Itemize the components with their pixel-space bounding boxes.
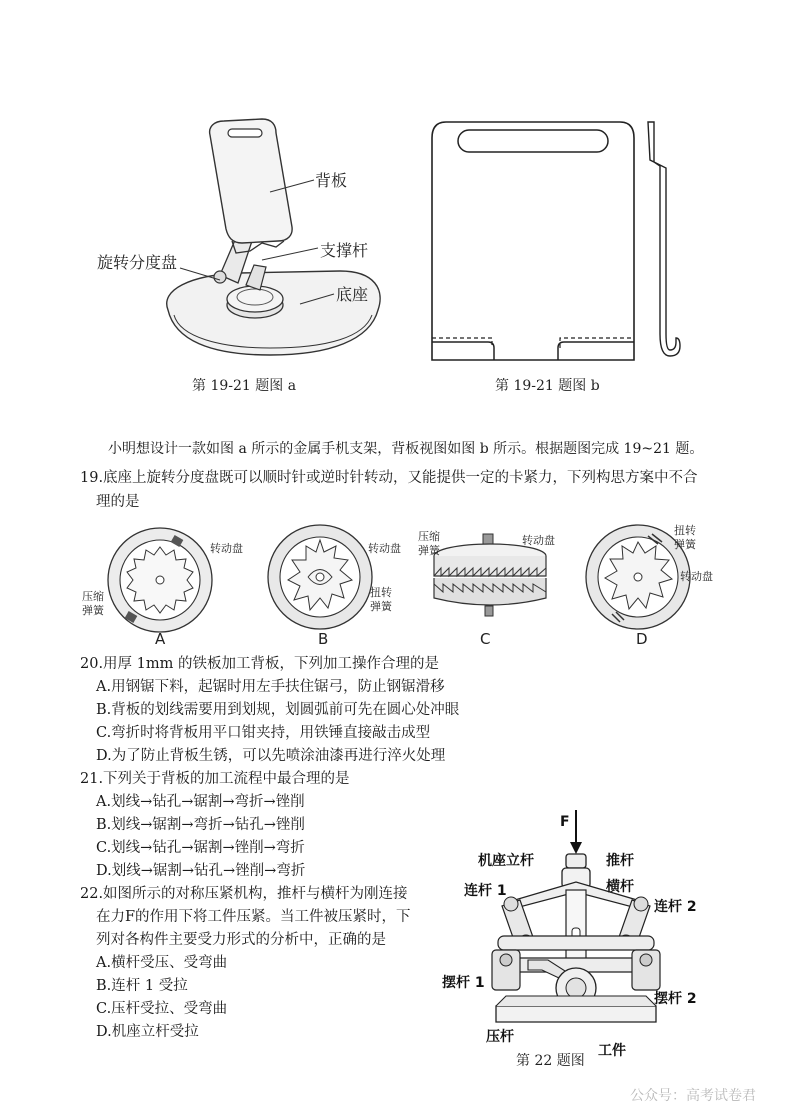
q22-force-label: F <box>560 814 570 830</box>
q21-option-b: B.划线→锯割→弯折→钻孔→锉削 <box>96 817 305 833</box>
back-plate-side-view <box>640 120 690 370</box>
q19-d-label-spring1: 扭转 <box>674 524 696 537</box>
q21-option-a: A.划线→钻孔→锯割→弯折→锉削 <box>96 794 305 810</box>
q22-label-base-post: 机座立杆 <box>478 853 534 869</box>
q22-option-d: D.机座立杆受拉 <box>96 1024 199 1040</box>
q22-label-link1: 连杆 1 <box>464 883 507 899</box>
q19-a-label-spring2: 弹簧 <box>82 604 104 617</box>
leader-support-rod <box>262 246 322 266</box>
q22-label-swing2: 摆杆 2 <box>654 991 697 1007</box>
label-support-rod: 支撑杆 <box>320 241 369 260</box>
q20-option-d: D.为了防止背板生锈，可以先喷涂油漆再进行淬火处理 <box>96 748 446 764</box>
q19-option-b-diagram <box>260 522 380 632</box>
leader-back-plate <box>270 178 320 198</box>
q19-d-label-dial: 转动盘 <box>680 570 713 583</box>
q22-label-swing1: 摆杆 1 <box>442 975 485 991</box>
label-back-plate: 背板 <box>315 171 348 190</box>
q20-option-c: C.弯折时将背板用平口钳夹持，用铁锤直接敲击成型 <box>96 725 431 741</box>
q19-a-label-spring1: 压缩 <box>82 590 104 603</box>
q19-option-a-diagram <box>100 525 220 635</box>
q19-stem-line2: 理的是 <box>96 494 140 510</box>
q22-stem-line3: 列对各构件主要受力形式的分析中，正确的是 <box>96 932 386 948</box>
intro-text: 小明想设计一款如图 a 所示的金属手机支架，背板视图如图 b 所示。根据题图完成 19~21 题。 <box>108 441 704 457</box>
label-rotary-dial: 旋转分度盘 <box>97 253 178 272</box>
q22-label-push-rod: 推杆 <box>606 853 634 869</box>
q21-option-d: D.划线→锯割→钻孔→锉削→弯折 <box>96 863 306 879</box>
q19-option-c-letter: C <box>480 630 491 648</box>
q19-option-b-letter: B <box>318 630 329 648</box>
q19-stem-line1: 19.底座上旋转分度盘既可以顺时针或逆时针转动，又能提供一定的卡紧力，下列构思方案中不合 <box>80 470 698 486</box>
q20-option-b: B.背板的划线需要用到划规，划圆弧前可先在圆心处冲眼 <box>96 702 460 718</box>
q19-b-label-spring2: 弹簧 <box>370 600 392 613</box>
back-plate-front-view <box>428 120 638 370</box>
q19-option-d-letter: D <box>636 630 648 648</box>
q22-label-workpiece: 工件 <box>598 1043 626 1059</box>
q22-option-c: C.压杆受拉、受弯曲 <box>96 1001 228 1017</box>
q19-d-label-spring2: 弹簧 <box>674 538 696 551</box>
watermark: 公众号：高考试卷君 <box>630 1088 756 1104</box>
q22-label-press-rod: 压杆 <box>486 1029 514 1045</box>
leader-rotary-dial <box>180 266 230 286</box>
q19-option-a-letter: A <box>155 630 166 648</box>
q22-stem-line1: 22.如图所示的对称压紧机构，推杆与横杆为刚连接 <box>80 886 408 902</box>
q22-option-b: B.连杆 1 受拉 <box>96 978 188 994</box>
q20-stem: 20.用厚 1mm 的铁板加工背板，下列加工操作合理的是 <box>80 656 440 672</box>
label-base: 底座 <box>336 285 369 304</box>
q19-b-label-spring1: 扭转 <box>370 586 392 599</box>
q20-option-a: A.用钢锯下料，起锯时用左手扶住锯弓，防止钢锯滑移 <box>96 679 445 695</box>
q19-c-label-spring1: 压缩 <box>418 530 440 543</box>
q19-c-label-spring2: 弹簧 <box>418 544 440 557</box>
figure-a-caption: 第 19-21 题图 a <box>192 378 297 394</box>
leader-base <box>300 292 340 312</box>
q21-stem: 21.下列关于背板的加工流程中最合理的是 <box>80 771 350 787</box>
q22-option-a: A.横杆受压、受弯曲 <box>96 955 228 971</box>
q19-a-label-dial: 转动盘 <box>210 542 243 555</box>
q19-c-label-dial: 转动盘 <box>522 534 555 547</box>
q22-figure-caption: 第 22 题图 <box>516 1053 585 1069</box>
clamping-mechanism-drawing <box>478 810 678 1035</box>
q22-stem-line2: 在力F的作用下将工件压紧。当工件被压紧时，下 <box>96 909 411 925</box>
q22-label-cross-bar: 横杆 <box>606 879 634 895</box>
q21-option-c: C.划线→钻孔→锯割→锉削→弯折 <box>96 840 305 856</box>
q19-b-label-dial: 转动盘 <box>368 542 401 555</box>
figure-b-caption: 第 19-21 题图 b <box>495 378 600 394</box>
q22-label-link2: 连杆 2 <box>654 899 697 915</box>
